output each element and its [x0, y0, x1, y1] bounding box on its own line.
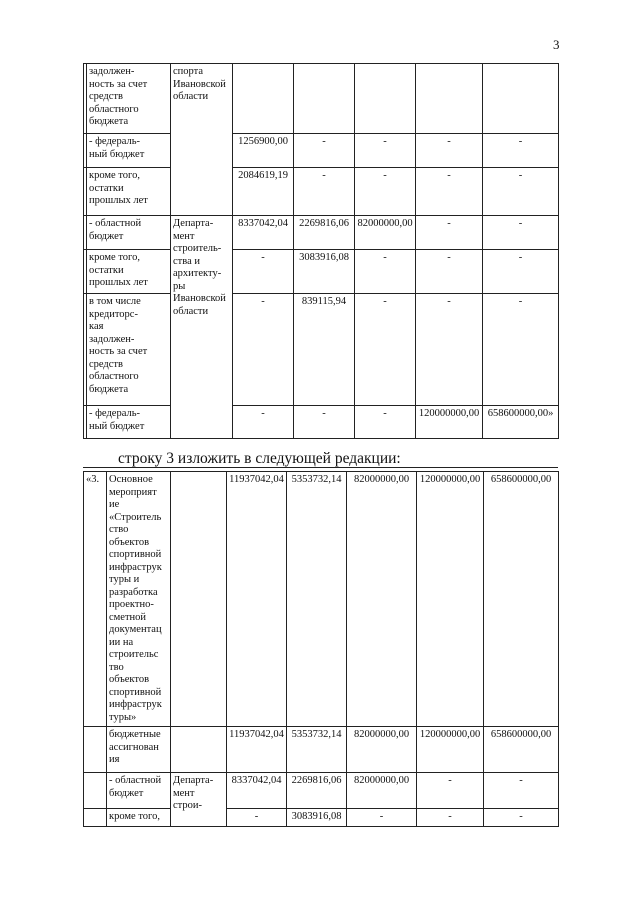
value-cell: 11937042,04 — [227, 727, 287, 773]
row-label: кроме того, остатки прошлых лет — [87, 168, 171, 216]
executor-cell: Департа- мент строитель- ства и архитекту- ры Ивановской области — [171, 216, 233, 439]
row-label: кроме того, — [107, 809, 171, 827]
table-row — [84, 168, 559, 216]
value-cell: 658600000,00» — [483, 406, 559, 439]
value-cell — [483, 64, 559, 134]
executor-cell — [171, 727, 227, 773]
value-cell: 120000000,00 — [417, 727, 484, 773]
value-cell: - — [294, 134, 355, 168]
section-heading: строку 3 изложить в следующей редакции: — [118, 450, 401, 467]
value-cell: - — [484, 809, 559, 827]
table-row — [84, 216, 559, 250]
value-cell: - — [416, 294, 483, 406]
table-row — [84, 809, 559, 827]
row-label: Основное мероприят ие «Строитель ство объектов спортивной инфраструк туры и разработка проектно- сметной документац ии на строительс тво объектов спортивной инфраструк туры» — [107, 472, 171, 727]
value-cell: 82000000,00 — [355, 216, 416, 250]
value-cell: - — [483, 216, 559, 250]
value-cell: 82000000,00 — [347, 773, 417, 809]
value-cell: - — [355, 168, 416, 216]
value-cell: - — [483, 168, 559, 216]
table-row — [84, 134, 559, 168]
value-cell: 82000000,00 — [347, 727, 417, 773]
value-cell: 120000000,00 — [417, 472, 484, 727]
num-cell — [84, 809, 107, 827]
page-number: 3 — [553, 37, 560, 52]
row-label: в том числе кредиторс- кая задолжен- ность за счет средств областного бюджета — [87, 294, 171, 406]
value-cell: 3083916,08 — [294, 250, 355, 294]
value-cell: - — [416, 134, 483, 168]
value-cell: 1256900,00 — [233, 134, 294, 168]
row-label: - областной бюджет — [87, 216, 171, 250]
value-cell: 2269816,06 — [287, 773, 347, 809]
value-cell: - — [417, 809, 484, 827]
value-cell: 82000000,00 — [347, 472, 417, 727]
value-cell: 658600000,00 — [484, 727, 559, 773]
value-cell — [294, 64, 355, 134]
value-cell: 8337042,04 — [233, 216, 294, 250]
divider — [83, 467, 558, 468]
value-cell: - — [355, 134, 416, 168]
executor-cell: Департа- мент строи- — [171, 773, 227, 827]
table-row — [84, 472, 559, 727]
table-row — [84, 294, 559, 406]
value-cell: - — [355, 250, 416, 294]
row-label: - федераль- ный бюджет — [87, 406, 171, 439]
value-cell: - — [233, 406, 294, 439]
value-cell: - — [294, 168, 355, 216]
value-cell: - — [416, 216, 483, 250]
value-cell — [233, 64, 294, 134]
value-cell: 120000000,00 — [416, 406, 483, 439]
row-label: - областной бюджет — [107, 773, 171, 809]
value-cell: - — [484, 773, 559, 809]
num-cell — [84, 773, 107, 809]
value-cell: - — [233, 294, 294, 406]
table-row — [84, 64, 559, 134]
value-cell: - — [227, 809, 287, 827]
row-label: - федераль- ный бюджет — [87, 134, 171, 168]
table-row — [84, 250, 559, 294]
value-cell: - — [416, 168, 483, 216]
value-cell: - — [417, 773, 484, 809]
value-cell: 658600000,00 — [484, 472, 559, 727]
value-cell: - — [483, 294, 559, 406]
value-cell: 2269816,06 — [294, 216, 355, 250]
value-cell: 11937042,04 — [227, 472, 287, 727]
row-label: кроме того, остатки прошлых лет — [87, 250, 171, 294]
value-cell: - — [347, 809, 417, 827]
value-cell — [416, 64, 483, 134]
table-row — [84, 727, 559, 773]
table-row — [84, 406, 559, 439]
num-cell: «3. — [84, 472, 107, 727]
value-cell: - — [416, 250, 483, 294]
value-cell: 8337042,04 — [227, 773, 287, 809]
value-cell: 5353732,14 — [287, 472, 347, 727]
budget-table-bottom — [83, 471, 559, 827]
value-cell: 3083916,08 — [287, 809, 347, 827]
table-row — [84, 773, 559, 809]
value-cell: - — [233, 250, 294, 294]
value-cell: 5353732,14 — [287, 727, 347, 773]
row-label: задолжен- ность за счет средств областного бюджета — [87, 64, 171, 134]
value-cell: - — [355, 294, 416, 406]
value-cell: 839115,94 — [294, 294, 355, 406]
row-label: бюджетные ассигнован ия — [107, 727, 171, 773]
value-cell: - — [294, 406, 355, 439]
budget-table-top — [83, 63, 559, 439]
executor-cell — [171, 472, 227, 727]
executor-cell: спорта Ивановской области — [171, 64, 233, 216]
value-cell: 2084619,19 — [233, 168, 294, 216]
value-cell: - — [355, 406, 416, 439]
num-cell — [84, 727, 107, 773]
value-cell: - — [483, 250, 559, 294]
value-cell: - — [483, 134, 559, 168]
value-cell — [355, 64, 416, 134]
